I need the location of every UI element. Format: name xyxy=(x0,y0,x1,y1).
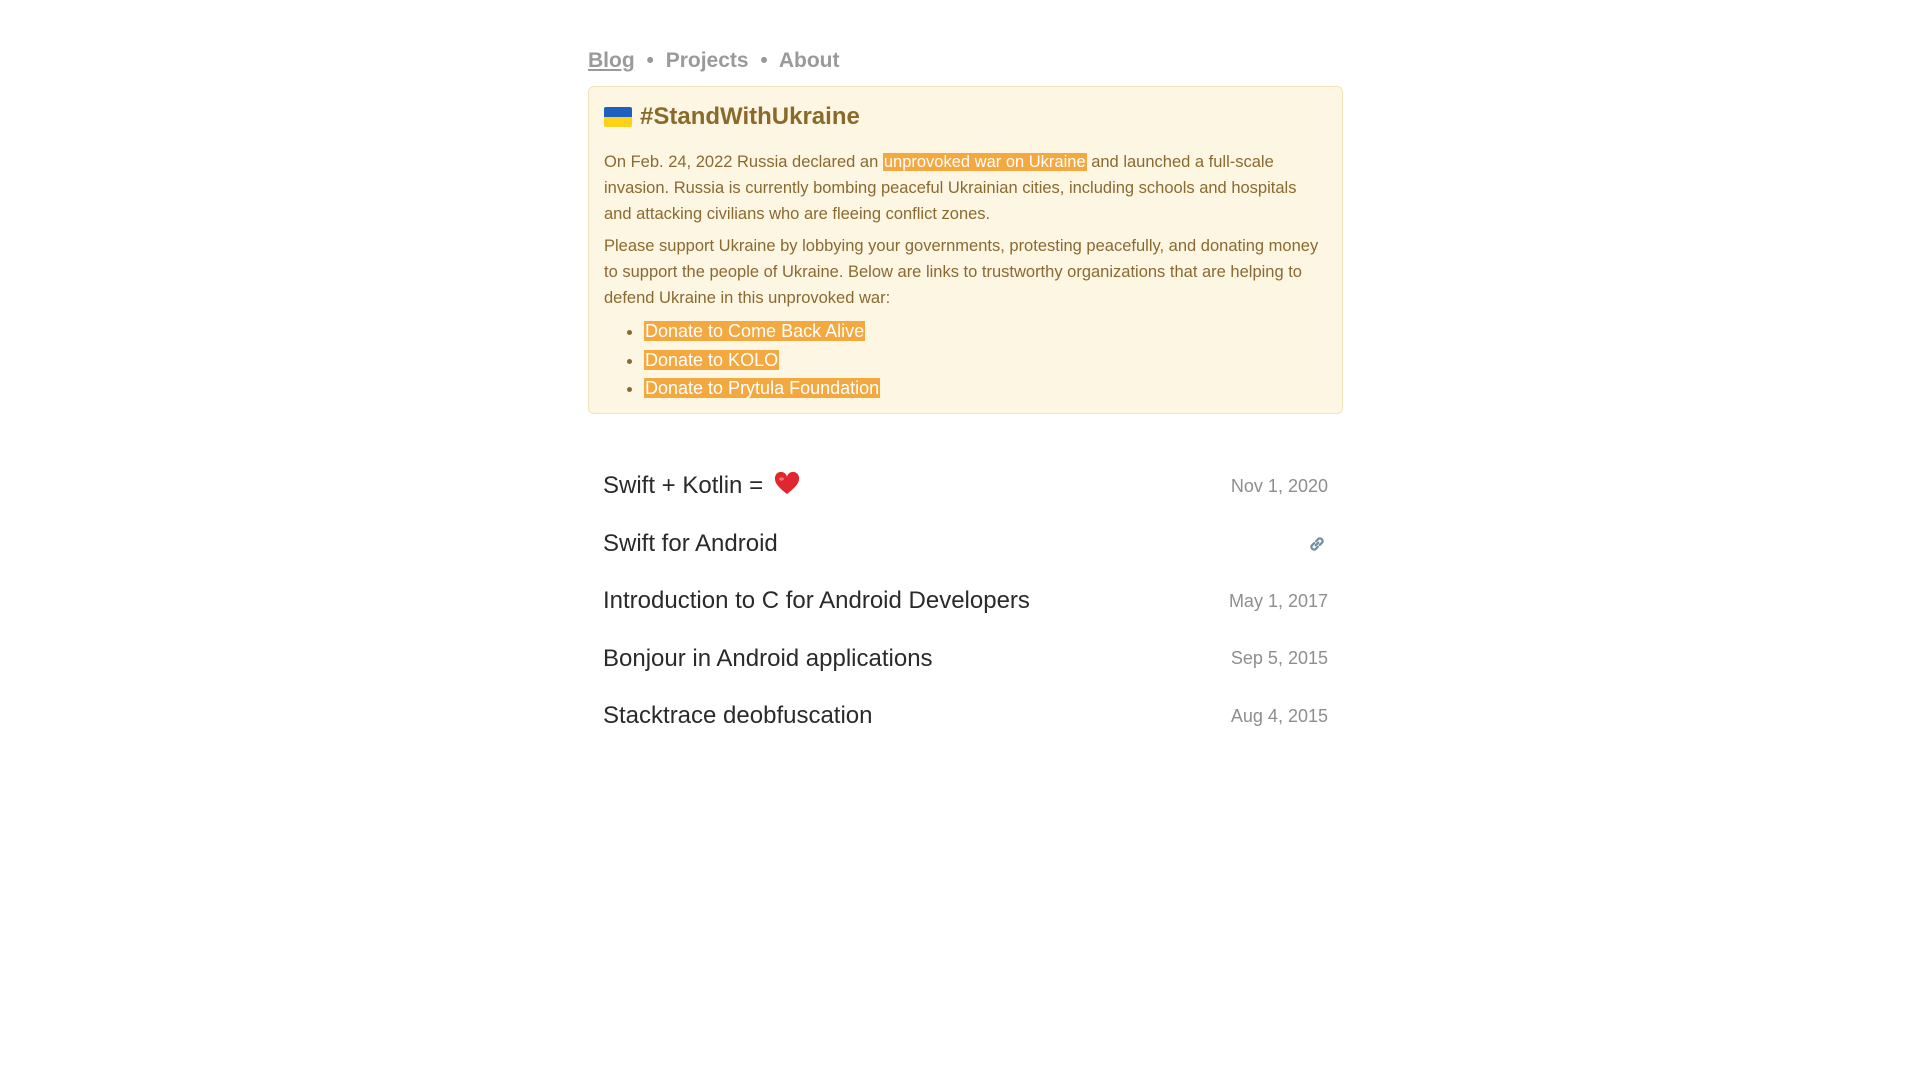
banner-p1-before: On Feb. 24, 2022 Russia declared an xyxy=(604,153,883,171)
list-item xyxy=(644,346,1327,375)
page xyxy=(588,0,1343,745)
post-title-link[interactable]: Stacktrace deobfuscation xyxy=(603,702,873,730)
ukraine-flag-icon xyxy=(604,107,632,127)
donate-come-back-alive-link[interactable]: Donate to Come Back Alive xyxy=(645,321,865,341)
unprovoked-war-link[interactable]: unprovoked war on Ukraine xyxy=(883,153,1086,171)
nav-about-link[interactable]: About xyxy=(778,49,840,72)
post-title-link[interactable]: Bonjour in Android applications xyxy=(603,644,933,672)
nav-separator: • xyxy=(760,49,768,72)
post-list xyxy=(588,458,1343,746)
donation-list xyxy=(604,317,1327,403)
heart-icon xyxy=(774,472,800,496)
post-row xyxy=(588,630,1343,688)
post-row xyxy=(588,688,1343,746)
banner-title-text: #StandWithUkraine xyxy=(640,103,860,130)
post-date: Sep 5, 2015 xyxy=(1230,648,1328,669)
post-row xyxy=(588,515,1343,573)
post-row xyxy=(588,458,1343,516)
top-nav xyxy=(588,48,1343,74)
post-title-link[interactable]: Swift for Android xyxy=(603,529,778,557)
post-date: Aug 4, 2015 xyxy=(1230,705,1328,726)
list-item xyxy=(644,317,1327,346)
post-title-text: Swift + Kotlin = xyxy=(603,472,770,500)
nav-blog-link[interactable]: Blog xyxy=(588,49,635,72)
banner-paragraph-2: Please support Ukraine by lobbying your governments, protesting peacefully, and donating money to support the people of Ukraine. Below are links to trustworthy organizations that are helping to defend Ukraine in this unprovoked war: xyxy=(604,237,1319,307)
nav-projects-link[interactable]: Projects xyxy=(665,49,749,72)
post-date: Nov 1, 2020 xyxy=(1230,475,1328,496)
banner-title xyxy=(604,101,1327,133)
donate-kolo-link[interactable]: Donate to KOLO xyxy=(645,349,779,370)
banner-paragraph-1 xyxy=(604,149,1327,227)
post-date: May 1, 2017 xyxy=(1228,590,1328,611)
banner-p1-after: and launched a full-scale invasion. Russia is currently bombing peaceful Ukrainian cities, including schools and hospitals and attacking civilians who are fleeing conflict zones. xyxy=(604,153,1297,223)
post-row xyxy=(588,573,1343,631)
donate-prytula-link[interactable]: Donate to Prytula Foundation xyxy=(645,378,880,398)
post-title-link[interactable] xyxy=(603,472,800,500)
ukraine-banner xyxy=(588,86,1343,414)
link-icon[interactable] xyxy=(1306,533,1328,555)
nav-separator: • xyxy=(646,49,654,72)
list-item xyxy=(644,374,1327,403)
post-title-link[interactable]: Introduction to C for Android Developers xyxy=(603,587,1030,615)
